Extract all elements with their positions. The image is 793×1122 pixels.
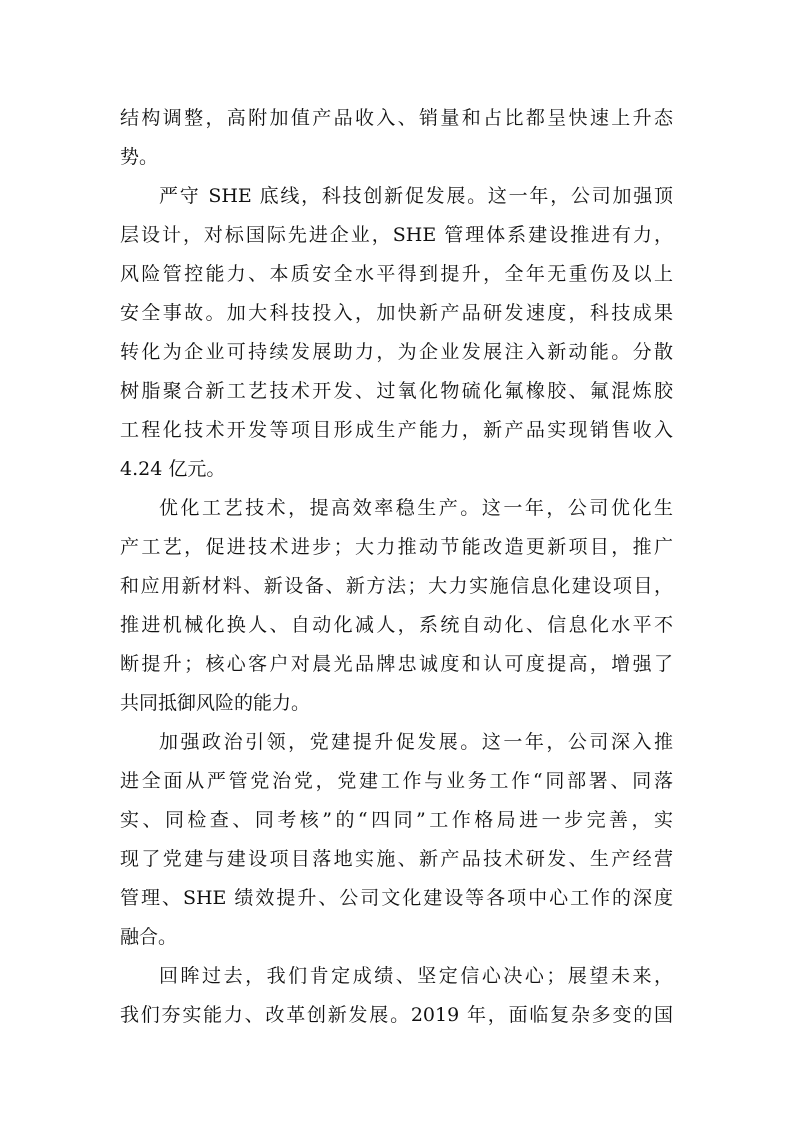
text-line: 工程化技术开发等项目形成生产能力，新产品实现销售收入 [120,419,673,441]
text-line: 结构调整，高附加值产品收入、销量和占比都呈快速上升态 [120,107,673,129]
text-line: 回眸过去，我们肯定成绩、坚定信心决心；展望未来， [159,965,673,987]
text-line: 我们夯实能力、改革创新发展。2019 年，面临复杂多变的国 [120,1004,673,1026]
text-line: 融合。 [120,926,178,948]
paragraph [120,957,673,1035]
text-line: 转化为企业可持续发展助力，为企业发展注入新动能。分散 [120,341,673,363]
text-line: 实、同检查、同考核”的“四同”工作格局进一步完善，实 [120,809,673,831]
text-line: 风险管控能力、本质安全水平得到提升，全年无重伤及以上 [120,263,673,285]
document-page [120,99,673,1035]
text-line: 安全事故。加大科技投入，加快新产品研发速度，科技成果 [120,302,673,324]
paragraph [120,99,673,177]
text-line: 断提升；核心客户对晨光品牌忠诚度和认可度提高，增强了 [120,653,673,675]
text-line: 严守 SHE 底线，科技创新促发展。这一年，公司加强顶 [159,185,673,207]
text-line: 树脂聚合新工艺技术开发、过氧化物硫化氟橡胶、氟混炼胶 [120,380,673,402]
text-line: 4.24 亿元。 [120,458,226,480]
paragraph [120,489,673,723]
paragraph [120,177,673,489]
text-line: 推进机械化换人、自动化减人，系统自动化、信息化水平不 [120,614,673,636]
text-line: 加强政治引领，党建提升促发展。这一年，公司深入推 [159,731,673,753]
text-line: 层设计，对标国际先进企业，SHE 管理体系建设推进有力， [120,224,673,246]
text-line: 势。 [120,146,159,168]
text-line: 管理、SHE 绩效提升、公司文化建设等各项中心工作的深度 [120,887,673,909]
paragraph [120,723,673,957]
text-line: 现了党建与建设项目落地实施、新产品技术研发、生产经营 [120,848,673,870]
text-line: 产工艺，促进技术进步；大力推动节能改造更新项目，推广 [120,536,673,558]
text-line: 和应用新材料、新设备、新方法；大力实施信息化建设项目， [120,575,673,597]
text-line: 优化工艺技术，提高效率稳生产。这一年，公司优化生 [159,497,673,519]
text-line: 共同抵御风险的能力。 [120,692,311,714]
text-line: 进全面从严管党治党，党建工作与业务工作“同部署、同落 [120,770,673,792]
